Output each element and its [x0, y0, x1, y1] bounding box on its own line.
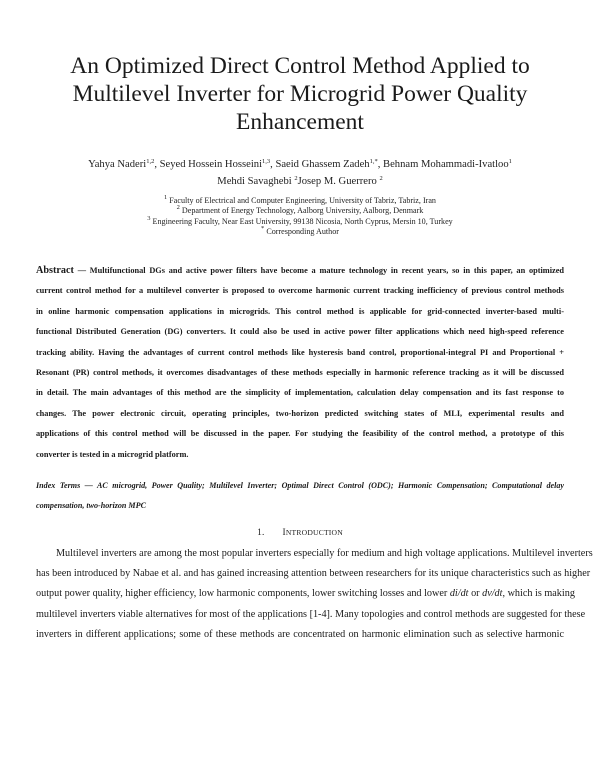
abstract-line: applications of this control method will be discussed in the paper. For studying the feasibility of the control method, a prototype of this [36, 429, 564, 439]
affiliation-text: Corresponding Author [266, 226, 339, 236]
body-text-run: output power quality, higher efficiency, low harmonic components, lower switching losses and lower [36, 588, 450, 600]
affiliation-list [40, 196, 560, 237]
abstract-line: changes. The power electronic circuit, operating principles, two-horizon predicted switching states of MLI, experimental results and [36, 408, 564, 418]
abstract-line: converter is tested in a microgrid platform. [36, 449, 189, 459]
author-line-1 [40, 156, 560, 173]
author-affil-sup: 1,2 [146, 158, 155, 165]
author-name: , Behnam Mohammadi-Ivatloo [377, 159, 509, 170]
affiliation-sup: 2 [176, 204, 180, 212]
abstract-line: tracking ability. Having the advantages of current control methods like hysteresis band control, proportional-integral PI and Proportional + [36, 347, 564, 357]
paper-title [40, 52, 560, 136]
body-text [36, 544, 593, 645]
affiliation-line [40, 196, 560, 206]
author-affil-sup: 2 [294, 175, 298, 182]
affiliation-line [40, 206, 560, 216]
author-list [40, 156, 560, 190]
abstract-line: in online harmonic compensation applications in microgrids. This control method is applicable for grid-connected inverter-based multi- [36, 306, 564, 316]
body-math-di-dt: di/dt [449, 588, 469, 600]
author-name: Yahya Naderi [88, 159, 147, 170]
body-line: inverters in different applications; some of these methods are concentrated on harmonic elimination such as selective harmonic [36, 628, 564, 640]
abstract-line [36, 261, 564, 281]
author-line-2 [40, 173, 560, 190]
body-text-run: or [468, 588, 483, 600]
author-affil-sup: 1,* [369, 158, 378, 165]
author-affil-sup: 1,3 [262, 158, 271, 165]
abstract-line: current control method for a multilevel converter is proposed to overcome harmonic current tracking inefficiency of previous control methods [36, 286, 564, 296]
abstract-line-text: — Multifunctional DGs and active power filters have become a mature technology in recent years, so in this paper, an optimized [73, 266, 564, 275]
affiliation-sup: 1 [164, 194, 168, 201]
abstract-line: Resonant (PR) control methods, it overcomes disadvantages of these methods especially in harmonic reference tracking as it will be discussed [36, 368, 564, 378]
body-line: multilevel inverters viable alternatives for most of the applications [1-4]. Many topologies and control methods are suggested for these [36, 608, 586, 620]
title-line-2: Multilevel Inverter for Microgrid Power Quality [72, 81, 528, 107]
author-affil-sup: 2 [379, 175, 383, 182]
affiliation-line [40, 214, 560, 227]
affiliation-text: Engineering Faculty, Near East University, 99138 Nicosia, North Cyprus, Mersin 10, Turkey [152, 216, 453, 226]
body-line: Multilevel inverters are among the most popular inverters especially for medium and high voltage applications. Multilevel inverters [56, 548, 593, 559]
section-title-initial: I [282, 528, 286, 538]
affiliation-line [40, 224, 560, 237]
body-line [36, 584, 575, 604]
section-title-smallcaps: NTRODUCTION [285, 528, 343, 537]
body-math-dv-dt: dv/dt [482, 588, 503, 600]
title-line-1: An Optimized Direct Control Method Applied to [70, 53, 530, 79]
author-name: Mehdi Savaghebi [217, 176, 292, 187]
abstract-line: in detail. The main advantages of this method are the simplicity of implementation, calculation delay compensation and its fast response to [36, 388, 564, 398]
abstract-heading: Abstract [36, 265, 74, 276]
abstract [36, 261, 564, 465]
title-line-3: Enhancement [236, 109, 364, 135]
affiliation-text: Faculty of Electrical and Computer Engineering, University of Tabriz, Tabriz, Iran [169, 196, 436, 205]
author-affil-sup: 1 [508, 158, 512, 165]
index-terms [36, 476, 564, 517]
body-line: has been introduced by Nabae et al. and has gained increasing attention between researchers for its unique characteristics such as higher [36, 568, 591, 580]
section-heading [0, 528, 600, 538]
affiliation-text: Department of Energy Technology, Aalborg University, Aalborg, Denmark [181, 206, 424, 216]
author-name: Josep M. Guerrero [297, 176, 377, 187]
body-text-run: , which is making [502, 588, 575, 600]
abstract-line: functional Distributed Generation (DG) converters. It could also be used in active power filter applications which need high-speed reference [36, 327, 564, 337]
affiliation-sup: * [261, 224, 265, 232]
author-name: , Seyed Hossein Hosseini [154, 159, 263, 170]
affiliation-sup: 3 [147, 214, 151, 222]
index-terms-line: Index Terms — AC microgrid, Power Quality; Multilevel Inverter; Optimal Direct Control (ODC); Harmonic Compensation; Computational delay [36, 481, 564, 490]
section-number: 1. [257, 528, 265, 538]
author-name: , Saeid Ghassem Zadeh [270, 159, 370, 170]
index-terms-line: compensation, two-horizon MPC [36, 501, 146, 511]
